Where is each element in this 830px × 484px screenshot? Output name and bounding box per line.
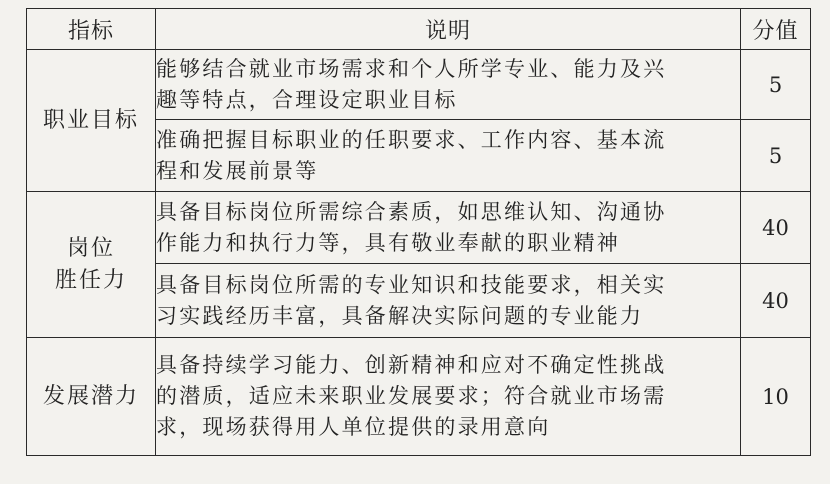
description-line: 的潜质，适应未来职业发展要求；符合就业市场需 <box>156 384 667 408</box>
description-cell <box>156 120 741 192</box>
description-line: 准确把握目标职业的任职要求、工作内容、基本流 <box>156 127 667 152</box>
category-label: 岗位 <box>66 235 115 261</box>
category-label: 发展潜力 <box>42 383 139 409</box>
score-cell: 5 <box>741 120 811 192</box>
description-line: 具备目标岗位所需的专业知识和技能要求，相关实 <box>156 272 667 297</box>
category-label: 职业目标 <box>42 107 139 133</box>
category-label: 胜任力 <box>54 267 127 293</box>
description-line: 具备目标岗位所需综合素质，如思维认知、沟通协 <box>156 199 667 224</box>
description-cell <box>156 192 741 264</box>
score-cell: 10 <box>741 338 811 456</box>
description-line: 习实践经历丰富，具备解决实际问题的专业能力 <box>156 303 644 328</box>
header-description: 说明 <box>156 9 741 50</box>
description-cell <box>156 338 741 456</box>
header-score: 分值 <box>741 9 811 50</box>
scoring-table <box>26 8 811 456</box>
description-line: 趣等特点，合理设定职业目标 <box>156 87 458 112</box>
table-row <box>27 338 811 456</box>
description-line: 作能力和执行力等，具有敬业奉献的职业精神 <box>156 230 620 255</box>
category-cell-job-competency <box>27 192 156 338</box>
description-cell <box>156 50 741 120</box>
description-line: 求，现场获得用人单位提供的录用意向 <box>156 415 551 439</box>
description-line: 具备持续学习能力、创新精神和应对不确定性挑战 <box>156 353 667 377</box>
category-cell-career-goal <box>27 50 156 192</box>
description-cell <box>156 264 741 338</box>
score-cell: 40 <box>741 264 811 338</box>
table-row <box>27 192 811 264</box>
description-line: 程和发展前景等 <box>156 158 319 183</box>
description-line: 能够结合就业市场需求和个人所学专业、能力及兴 <box>156 56 667 81</box>
table-header-row <box>27 9 811 50</box>
score-cell: 5 <box>741 50 811 120</box>
header-indicator: 指标 <box>27 9 156 50</box>
score-cell: 40 <box>741 192 811 264</box>
table-row <box>27 50 811 120</box>
category-cell-development-potential <box>27 338 156 456</box>
